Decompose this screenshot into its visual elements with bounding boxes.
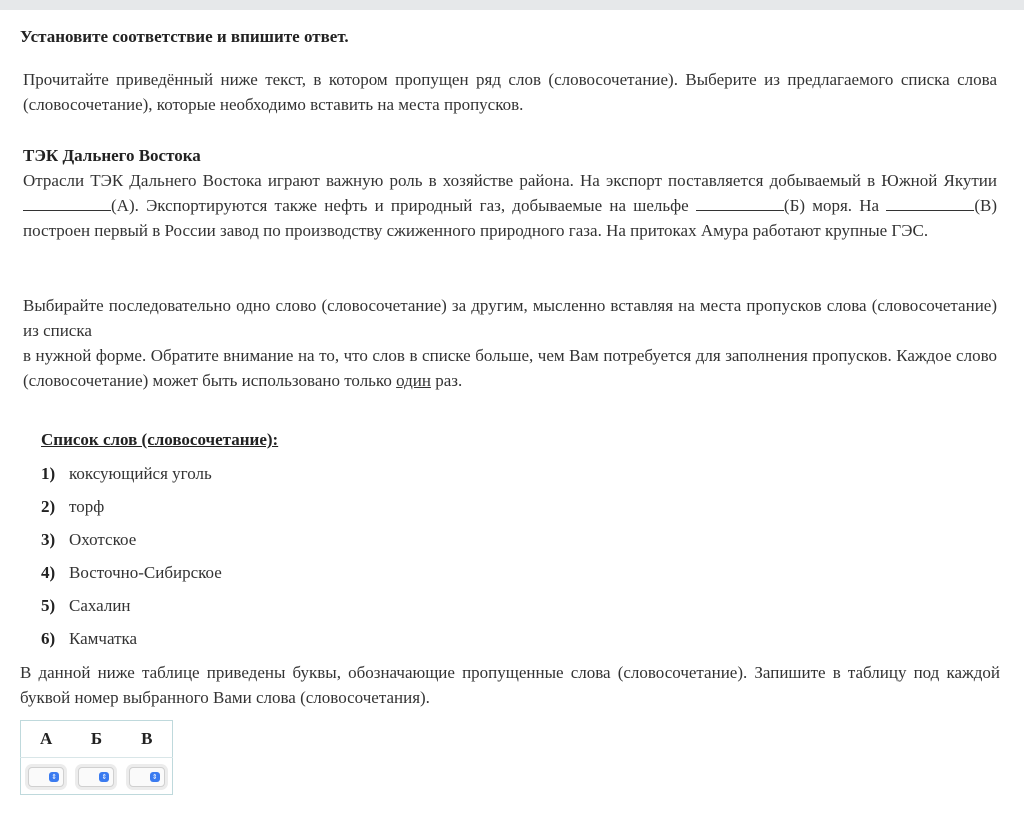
updown-arrows-icon: ⇕	[49, 772, 59, 782]
column-header-b: Б	[71, 721, 121, 758]
instructions-line-2-end: раз.	[430, 371, 463, 390]
list-item-text: Восточно-Сибирское	[69, 563, 222, 582]
table-instruction: В данной ниже таблице приведены буквы, обозначающие пропущенные слова (словосочетание). Запишите в таблицу под каждой буквой номер выбранного Вами слова (словосочетания).	[20, 663, 1000, 707]
list-item	[41, 528, 222, 561]
blank-a	[23, 196, 111, 211]
list-item	[41, 462, 222, 495]
list-item-num: 5)	[41, 596, 56, 615]
column-header-a: А	[21, 721, 72, 758]
answer-select-b[interactable]	[78, 767, 114, 787]
list-item-num: 1)	[41, 464, 56, 483]
list-item-num: 3)	[41, 530, 56, 549]
text-part-1: Отрасли ТЭК Дальнего Востока играют важную роль в хозяйстве района. На экспорт поставляется добываемый в Южной Якутии	[23, 171, 997, 190]
list-item	[41, 495, 222, 528]
list-item-num: 6)	[41, 629, 56, 648]
list-item-text: Охотское	[69, 530, 137, 549]
answer-select-a[interactable]	[28, 767, 64, 787]
column-header-c: В	[122, 721, 173, 758]
text-title: ТЭК Дальнего Востока	[23, 146, 201, 165]
instructions-underlined: один	[396, 371, 431, 390]
text-part-a: (А). Экспортируются также нефть и природный газ, добываемые на шельфе	[111, 196, 696, 215]
list-item-text: Камчатка	[69, 629, 138, 648]
updown-arrows-icon: ⇕	[99, 772, 109, 782]
answer-table	[20, 720, 173, 795]
task-intro: Прочитайте приведённый ниже текст, в котором пропущен ряд слов (словосочетание). Выберите из предлагаемого списка слова (словосочетание), которые необходимо вставить на места пропусков.	[23, 70, 997, 114]
instructions	[23, 293, 997, 393]
list-item-num: 2)	[41, 497, 56, 516]
answer-select-c[interactable]	[129, 767, 165, 787]
updown-arrows-icon: ⇕	[150, 772, 160, 782]
word-list	[41, 462, 222, 660]
word-list-title: Список слов (словосочетание):	[41, 430, 279, 449]
list-item-text: Сахалин	[69, 596, 131, 615]
text-part-b: (Б) моря. На	[783, 196, 887, 215]
list-item-num: 4)	[41, 563, 56, 582]
list-item	[41, 594, 222, 627]
list-item-text: коксующийся уголь	[69, 464, 212, 483]
top-bar	[0, 0, 1024, 10]
blank-b	[696, 196, 784, 211]
text-block	[23, 143, 997, 243]
task-heading: Установите соответствие и впишите ответ.	[20, 27, 349, 46]
list-item	[41, 627, 222, 660]
instructions-line-2: в нужной форме. Обратите внимание на то, что слов в списке больше, чем Вам потребуется для заполнения пропусков. Каждое слово (словосочетание) может быть использовано только	[23, 346, 997, 390]
instructions-line-1: Выбирайте последовательно одно слово (словосочетание) за другим, мысленно вставляя на места пропусков слова (словосочетание) из списка	[23, 296, 997, 340]
blank-c	[886, 196, 974, 211]
text-part-c: (В) построен первый в России завод по производству сжиженного природного газа. На притоках Амура работают крупные ГЭС.	[23, 196, 997, 240]
list-item-text: торф	[69, 497, 105, 516]
list-item	[41, 561, 222, 594]
